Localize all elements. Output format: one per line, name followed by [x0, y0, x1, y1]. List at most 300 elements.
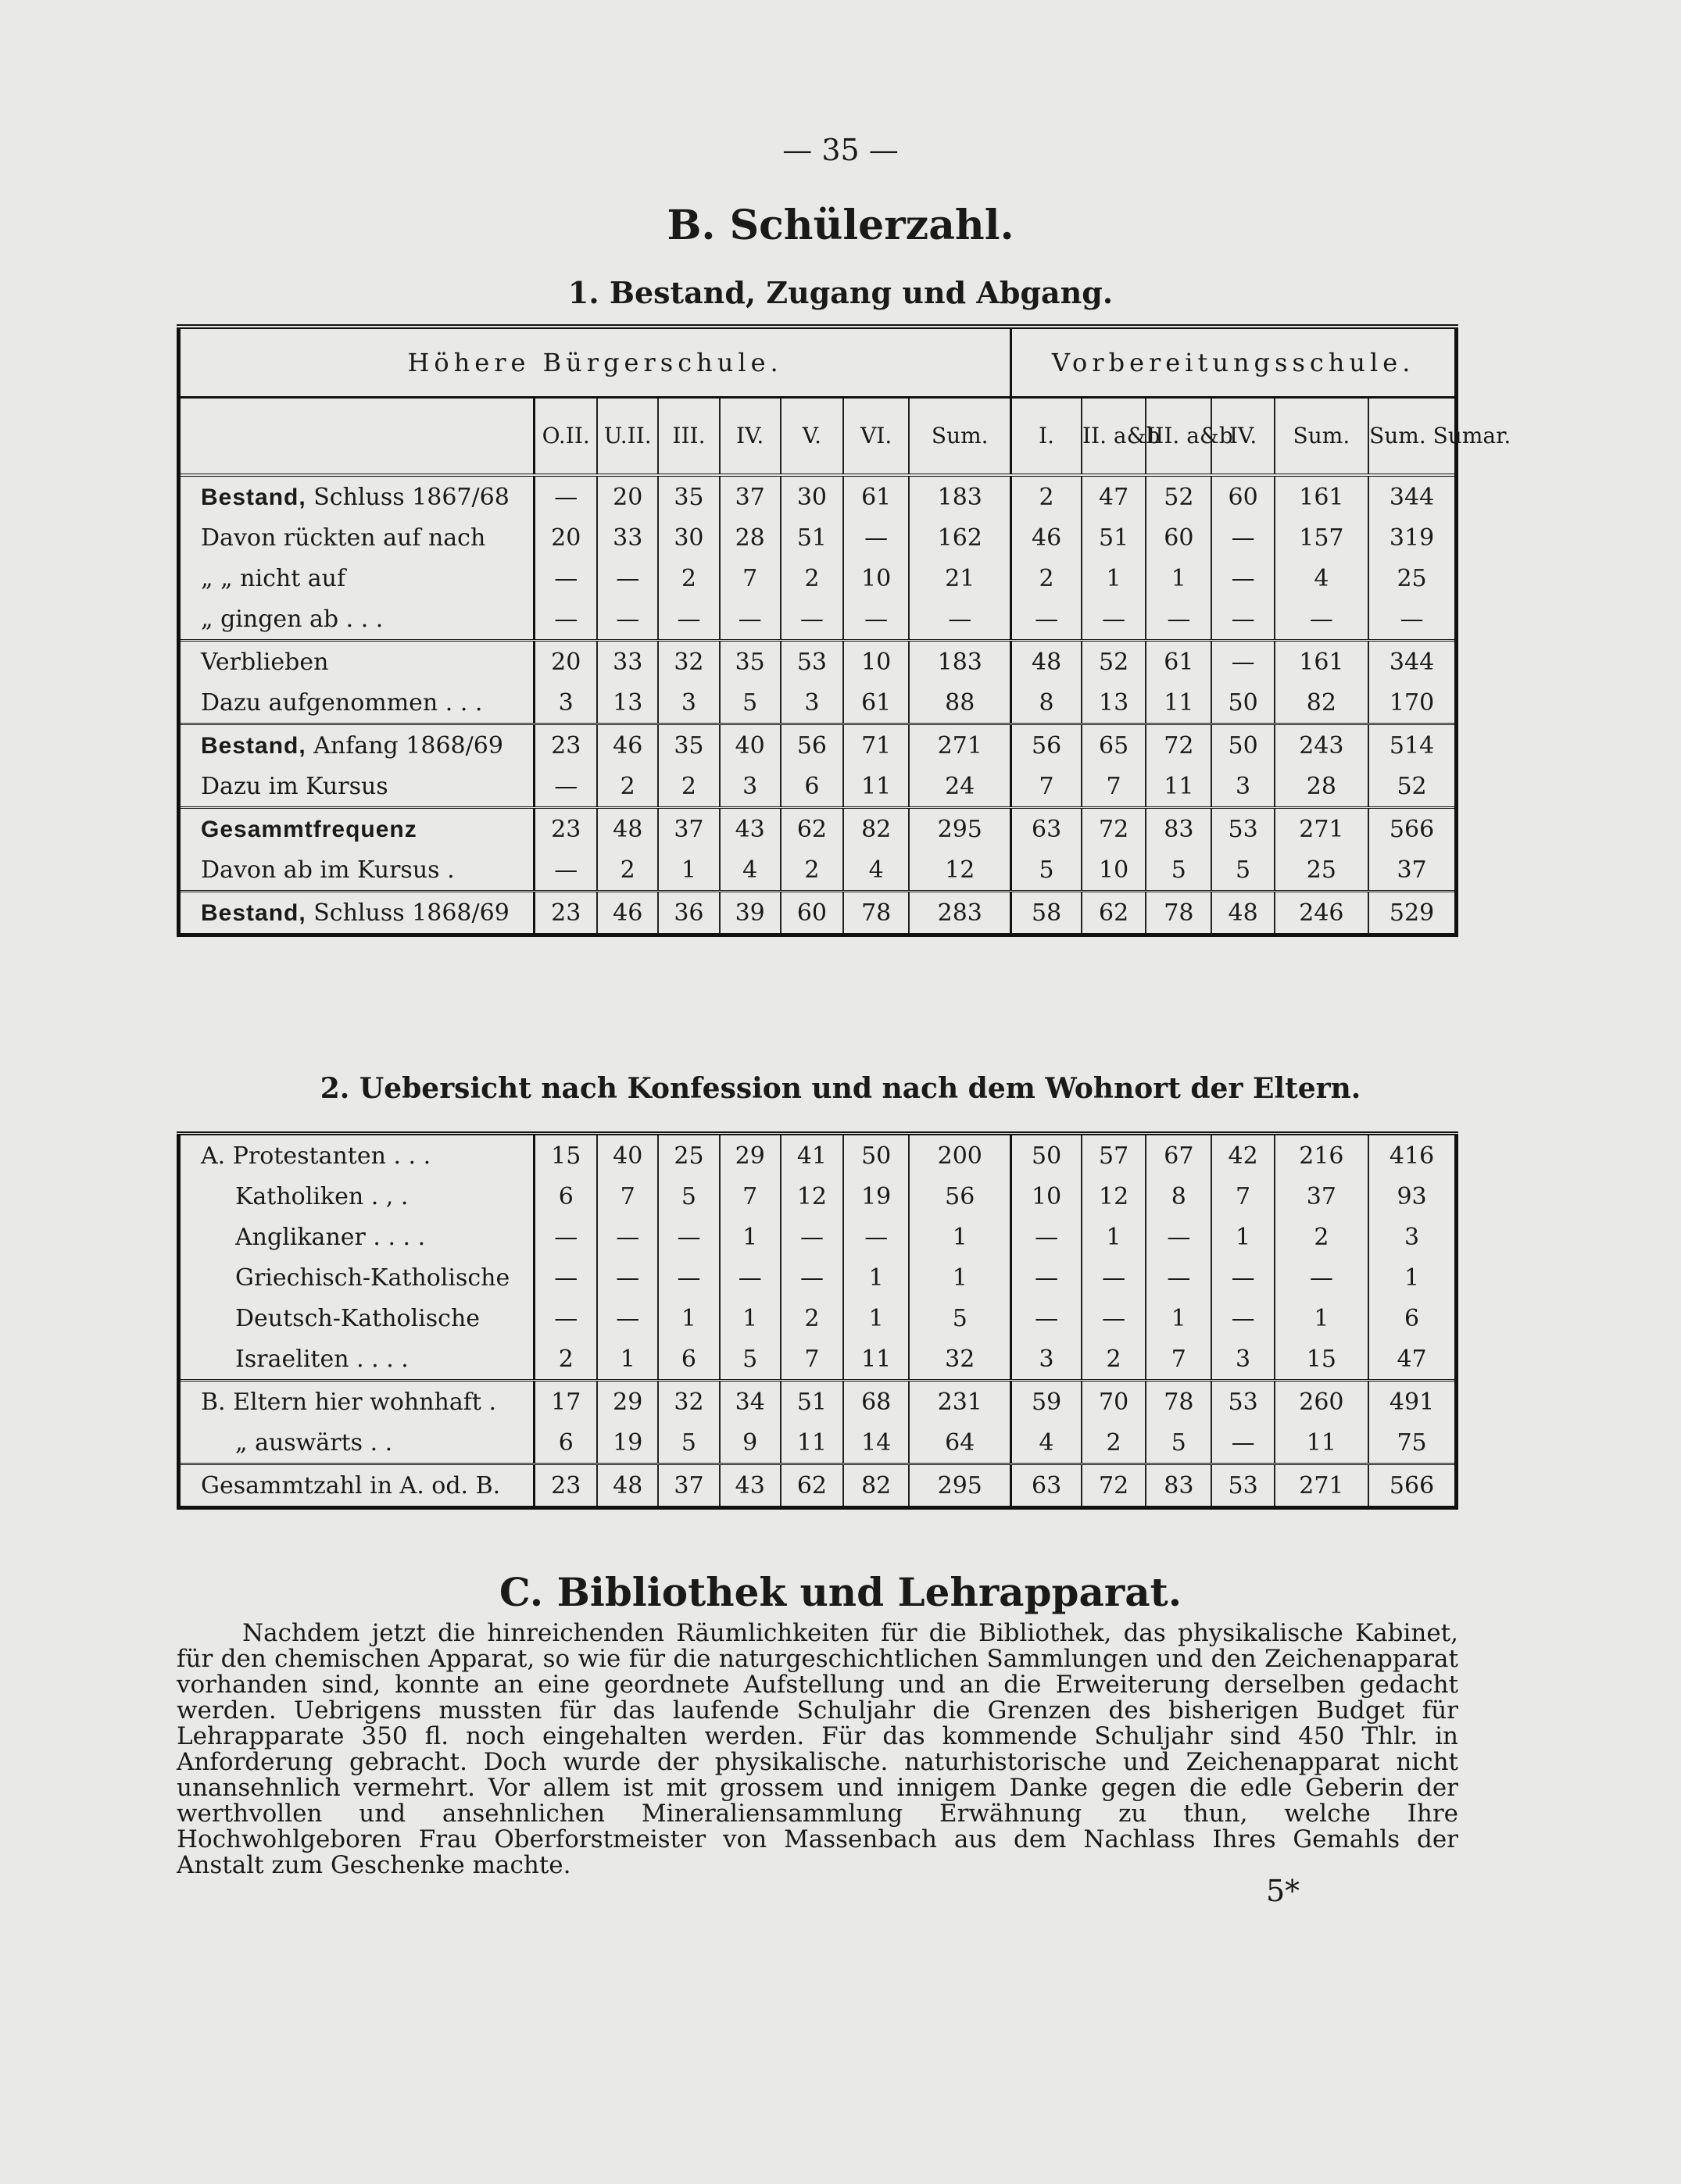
table-cell: 37: [1275, 1176, 1368, 1217]
table-cell: 6: [1368, 1298, 1456, 1339]
table-cell: —: [1368, 599, 1456, 641]
row-label: [179, 641, 535, 683]
table-cell: —: [1146, 1217, 1211, 1257]
table-cell: 61: [843, 682, 909, 724]
table-cell: 6: [535, 1176, 597, 1217]
table-cell: 1: [843, 1298, 909, 1339]
table-cell: 25: [658, 1134, 719, 1177]
table-cell: 48: [1011, 641, 1082, 683]
table-cell: 271: [909, 724, 1010, 767]
table-cell: 43: [720, 1464, 781, 1508]
row-label: [179, 1339, 535, 1381]
table-cell: —: [535, 1257, 597, 1298]
table-cell: 53: [1211, 1381, 1274, 1423]
table-row: [179, 682, 1457, 724]
table-cell: 566: [1368, 808, 1456, 850]
column-header-row: [179, 398, 1457, 476]
table-cell: 47: [1368, 1339, 1456, 1381]
table-cell: 65: [1082, 724, 1146, 767]
table-cell: 30: [781, 475, 843, 517]
subsection-heading-2: 2. Uebersicht nach Konfession und nach dem Wohnort der Eltern.: [320, 1072, 1361, 1105]
table-cell: 2: [658, 766, 719, 808]
row-label-text: B. Eltern hier wohnhaft .: [201, 1388, 496, 1416]
table-cell: —: [1211, 558, 1274, 599]
column-header: Sum. Sumar.: [1368, 398, 1456, 476]
table-cell: 60: [1211, 475, 1274, 517]
table-cell: —: [1211, 1257, 1274, 1298]
table-cell: 35: [658, 475, 719, 517]
table-cell: 5: [909, 1298, 1010, 1339]
table-cell: 42: [1211, 1134, 1274, 1177]
table-cell: 157: [1275, 517, 1368, 558]
table-cell: 6: [658, 1339, 719, 1381]
table-row: [179, 1298, 1457, 1339]
table-cell: 7: [1082, 766, 1146, 808]
row-label-text: Anfang 1868/69: [306, 731, 503, 760]
table-cell: 514: [1368, 724, 1456, 767]
row-label-text: Anglikaner . . . .: [235, 1223, 426, 1251]
table-row: [179, 808, 1457, 850]
table-cell: 2: [1082, 1422, 1146, 1464]
table-cell: 82: [1275, 682, 1368, 724]
section-heading-c: C. Bibliothek und Lehrapparat.: [499, 1569, 1182, 1615]
table-cell: 62: [781, 1464, 843, 1508]
table-cell: 7: [1146, 1339, 1211, 1381]
table-cell: 1: [1275, 1298, 1368, 1339]
table-cell: 5: [1211, 849, 1274, 892]
table-cell: 491: [1368, 1381, 1456, 1423]
column-header: IV.: [720, 398, 781, 476]
row-label: [179, 1422, 535, 1464]
subsection-heading-1: 1. Bestand, Zugang und Abgang.: [567, 275, 1114, 310]
table-cell: 7: [1011, 766, 1082, 808]
table-cell: 20: [535, 517, 597, 558]
table-cell: 36: [658, 892, 719, 935]
table-row: [179, 641, 1457, 683]
table-cell: 260: [1275, 1381, 1368, 1423]
table-cell: —: [1011, 599, 1082, 641]
table-cell: 13: [597, 682, 658, 724]
table-row: [179, 1422, 1457, 1464]
table-cell: 3: [658, 682, 719, 724]
table-cell: 21: [909, 558, 1010, 599]
library-paragraph: Nachdem jetzt die hinreichenden Räumlichkeiten für die Bibliothek, das physikalische Kabinet, für den chemischen Apparat, so wie für die naturgeschichtlichen Sammlungen und den Zeichenapparat vorhanden sind, konnte an eine geordnete Aufstellung und an die Erweiterung derselben gedacht werden. Uebrigens mussten für das laufende Schuljahr die Grenzen des bisherigen Budget für Lehrapparate 350 fl. noch eingehalten werden. Für das kommende Schuljahr sind 450 Thlr. in Anforderung gebracht. Doch wurde der physikalische. naturhistorische und Zeichenapparat nicht unansehnlich vermehrt. Vor allem ist mit grossem und innigem Danke gegen die edle Geberin der werthvollen und ansehnlichen Mineraliensammlung Erwähnung zu thun, welche Ihre Hochwohlgeboren Frau Oberforstmeister von Massenbach aus dem Nachlass Ihres Gemahls der Anstalt zum Geschenke machte.: [177, 1619, 1458, 1879]
table-row: [179, 1134, 1457, 1177]
column-header: IV.: [1211, 398, 1274, 476]
table-cell: 23: [535, 808, 597, 850]
row-label: [179, 892, 535, 935]
enrollment-table: [177, 324, 1511, 937]
table-cell: —: [535, 599, 597, 641]
table-cell: 48: [1211, 892, 1274, 935]
table-cell: 63: [1011, 808, 1082, 850]
table-cell: 11: [843, 1339, 909, 1381]
table-cell: 162: [909, 517, 1010, 558]
table-row: [179, 1339, 1457, 1381]
table-cell: 60: [781, 892, 843, 935]
table-cell: 11: [843, 766, 909, 808]
table-row: [179, 766, 1457, 808]
column-header: O.II.: [535, 398, 597, 476]
table-cell: 28: [720, 517, 781, 558]
table-cell: 70: [1082, 1381, 1146, 1423]
table-cell: 5: [1011, 849, 1082, 892]
row-label: [179, 1176, 535, 1217]
table-cell: 82: [843, 1464, 909, 1508]
row-label: [179, 1134, 535, 1177]
table-cell: 3: [1211, 766, 1274, 808]
table-cell: —: [1275, 599, 1368, 641]
table-cell: 41: [781, 1134, 843, 1177]
table-cell: 3: [1011, 1339, 1082, 1381]
table-cell: 51: [781, 517, 843, 558]
table-cell: 52: [1146, 475, 1211, 517]
table-cell: 12: [909, 849, 1010, 892]
column-header: Sum.: [1275, 398, 1368, 476]
table-cell: 72: [1082, 1464, 1146, 1508]
table-cell: 2: [597, 849, 658, 892]
table-cell: 30: [658, 517, 719, 558]
table-cell: 7: [720, 1176, 781, 1217]
row-label: [179, 1381, 535, 1423]
table-cell: 59: [1011, 1381, 1082, 1423]
table-cell: 271: [1275, 808, 1368, 850]
table-cell: 3: [535, 682, 597, 724]
table-cell: 1: [658, 849, 719, 892]
table-cell: 53: [1211, 1464, 1274, 1508]
table-cell: 62: [781, 808, 843, 850]
section-heading-b: B. Schülerzahl.: [667, 202, 1014, 249]
table-row: [179, 724, 1457, 767]
table-cell: 4: [1011, 1422, 1082, 1464]
table-cell: 37: [658, 808, 719, 850]
table-cell: 161: [1275, 641, 1368, 683]
row-label-bold: Bestand,: [201, 484, 306, 510]
table-cell: 295: [909, 808, 1010, 850]
table-cell: —: [781, 1217, 843, 1257]
table-cell: 246: [1275, 892, 1368, 935]
table-cell: 4: [1275, 558, 1368, 599]
table-cell: 200: [909, 1134, 1010, 1177]
table-cell: 529: [1368, 892, 1456, 935]
row-label-text: Deutsch-Katholische: [235, 1304, 481, 1332]
row-label-bold: Gesammtfrequenz: [201, 816, 417, 842]
table-cell: 78: [1146, 892, 1211, 935]
table-cell: 62: [1082, 892, 1146, 935]
table-cell: 183: [909, 641, 1010, 683]
table-cell: —: [597, 1257, 658, 1298]
table-cell: 183: [909, 475, 1010, 517]
table-cell: 243: [1275, 724, 1368, 767]
table-cell: 14: [843, 1422, 909, 1464]
table-cell: 20: [535, 641, 597, 683]
table-cell: 78: [1146, 1381, 1211, 1423]
column-header: III. a&b: [1146, 398, 1211, 476]
table-cell: 72: [1082, 808, 1146, 850]
row-label: [179, 599, 535, 641]
table-cell: 35: [658, 724, 719, 767]
table-cell: —: [535, 766, 597, 808]
table-cell: 2: [1011, 475, 1082, 517]
column-header: VI.: [843, 398, 909, 476]
table-cell: 11: [1275, 1422, 1368, 1464]
table-cell: 15: [535, 1134, 597, 1177]
row-label-text: Davon ab im Kursus .: [201, 856, 455, 884]
row-label: [179, 808, 535, 850]
column-header-label: [179, 398, 535, 476]
table-cell: —: [1211, 1298, 1274, 1339]
table-cell: 2: [1275, 1217, 1368, 1257]
table-cell: 271: [1275, 1464, 1368, 1508]
table-cell: 78: [843, 892, 909, 935]
table-cell: 50: [1211, 682, 1274, 724]
table-cell: —: [535, 1217, 597, 1257]
table-row: [179, 475, 1457, 517]
row-label: [179, 766, 535, 808]
table-cell: 48: [597, 1464, 658, 1508]
table-cell: 23: [535, 892, 597, 935]
table-cell: —: [720, 1257, 781, 1298]
table-cell: 34: [720, 1381, 781, 1423]
row-label-text: Verblieben: [201, 648, 329, 676]
table-cell: 344: [1368, 475, 1456, 517]
table-cell: 47: [1082, 475, 1146, 517]
table-cell: 2: [781, 558, 843, 599]
row-label: [179, 475, 535, 517]
group-header-hoehere-buergerschule: Höhere Bürgerschule.: [179, 327, 1011, 398]
table-cell: 61: [843, 475, 909, 517]
table-cell: 1: [720, 1217, 781, 1257]
confession-residence-table: [177, 1131, 1458, 1510]
table-cell: —: [658, 1257, 719, 1298]
table-cell: —: [1082, 1298, 1146, 1339]
table-cell: 6: [535, 1422, 597, 1464]
column-header: III.: [658, 398, 719, 476]
row-label-text: „ „ nicht auf: [201, 564, 346, 592]
table-cell: 35: [720, 641, 781, 683]
table-cell: 5: [1146, 1422, 1211, 1464]
table-cell: —: [597, 1298, 658, 1339]
table-cell: 39: [720, 892, 781, 935]
table-cell: 11: [1146, 766, 1211, 808]
table-cell: 5: [1146, 849, 1211, 892]
table-cell: 12: [781, 1176, 843, 1217]
table-cell: 1: [1146, 558, 1211, 599]
table-cell: 32: [658, 641, 719, 683]
table-cell: 7: [1211, 1176, 1274, 1217]
table-cell: —: [597, 599, 658, 641]
table-cell: —: [1211, 599, 1274, 641]
table-cell: 1: [658, 1298, 719, 1339]
table-cell: 5: [720, 1339, 781, 1381]
table-cell: 1: [843, 1257, 909, 1298]
table-cell: 25: [1368, 558, 1456, 599]
row-label-text: Griechisch-Katholische: [235, 1264, 510, 1292]
table-cell: 1: [1082, 1217, 1146, 1257]
table-row: [179, 892, 1457, 935]
table-cell: 319: [1368, 517, 1456, 558]
table-cell: —: [1146, 599, 1211, 641]
table-cell: 1: [1082, 558, 1146, 599]
table-cell: 10: [843, 558, 909, 599]
table-cell: 53: [781, 641, 843, 683]
table-cell: 75: [1368, 1422, 1456, 1464]
table-cell: —: [597, 558, 658, 599]
table-cell: 51: [1082, 517, 1146, 558]
row-label-text: Schluss 1868/69: [306, 899, 510, 927]
row-label: [179, 517, 535, 558]
table-cell: —: [1146, 1257, 1211, 1298]
table-cell: —: [535, 558, 597, 599]
table-cell: 15: [1275, 1339, 1368, 1381]
table-cell: 216: [1275, 1134, 1368, 1177]
row-label-text: Dazu im Kursus: [201, 772, 388, 800]
table-cell: 46: [1011, 517, 1082, 558]
table-cell: 1: [1368, 1257, 1456, 1298]
table-cell: 52: [1368, 766, 1456, 808]
table-cell: 64: [909, 1422, 1010, 1464]
row-label-text: A. Protestanten . . .: [201, 1142, 431, 1170]
table-row: [179, 558, 1457, 599]
table-cell: 2: [781, 1298, 843, 1339]
row-label: [179, 724, 535, 767]
table-cell: 48: [597, 808, 658, 850]
table-cell: 566: [1368, 1464, 1456, 1508]
row-label-bold: Bestand,: [201, 899, 306, 926]
table-cell: —: [781, 1257, 843, 1298]
table-cell: —: [1211, 517, 1274, 558]
table-cell: 58: [1011, 892, 1082, 935]
table-cell: 50: [1211, 724, 1274, 767]
table-cell: 3: [1368, 1217, 1456, 1257]
row-label-text: Israeliten . . . .: [235, 1345, 409, 1373]
table-cell: 231: [909, 1381, 1010, 1423]
table-cell: 33: [597, 641, 658, 683]
table-cell: 52: [1082, 641, 1146, 683]
table-cell: 20: [597, 475, 658, 517]
table-cell: 40: [597, 1134, 658, 1177]
table-cell: 283: [909, 892, 1010, 935]
table-cell: —: [1082, 599, 1146, 641]
table-cell: 25: [1275, 849, 1368, 892]
table-cell: 2: [535, 1339, 597, 1381]
table-cell: 53: [1211, 808, 1274, 850]
table-cell: —: [1011, 1257, 1082, 1298]
table-cell: 19: [843, 1176, 909, 1217]
table-cell: 161: [1275, 475, 1368, 517]
column-header: I.: [1011, 398, 1082, 476]
table-cell: 10: [1082, 849, 1146, 892]
table-cell: —: [720, 599, 781, 641]
table-cell: 51: [781, 1381, 843, 1423]
table-cell: —: [1082, 1257, 1146, 1298]
table-cell: —: [843, 599, 909, 641]
table-cell: 6: [781, 766, 843, 808]
table-cell: 19: [597, 1422, 658, 1464]
table-cell: 12: [1082, 1176, 1146, 1217]
table-cell: 23: [535, 724, 597, 767]
table-cell: 82: [843, 808, 909, 850]
table-cell: 32: [909, 1339, 1010, 1381]
table-cell: 1: [597, 1339, 658, 1381]
table-cell: 43: [720, 808, 781, 850]
table-row: [179, 517, 1457, 558]
row-label-text: „ auswärts . .: [235, 1428, 393, 1457]
table-row: [179, 1257, 1457, 1298]
column-header: Sum.: [909, 398, 1010, 476]
table-cell: 57: [1082, 1134, 1146, 1177]
group-header-vorbereitungsschule: Vorbereitungsschule.: [1011, 327, 1457, 398]
table-cell: —: [1011, 1298, 1082, 1339]
row-label-text: Gesammtzahl in A. od. B.: [201, 1471, 501, 1499]
table-cell: 29: [720, 1134, 781, 1177]
table-cell: —: [535, 475, 597, 517]
table-cell: 11: [781, 1422, 843, 1464]
table-cell: 170: [1368, 682, 1456, 724]
row-label: [179, 849, 535, 892]
row-label-text: „ gingen ab . . .: [201, 605, 384, 633]
row-label-text: Dazu aufgenommen . . .: [201, 688, 483, 717]
table-cell: 11: [1146, 682, 1211, 724]
signature-mark: 5*: [1266, 1874, 1300, 1908]
table-cell: 1: [1211, 1217, 1274, 1257]
row-label-text: Davon rückten auf nach: [201, 524, 486, 552]
column-header: V.: [781, 398, 843, 476]
table-cell: —: [1211, 641, 1274, 683]
table-cell: 17: [535, 1381, 597, 1423]
table-cell: 37: [1368, 849, 1456, 892]
table-cell: —: [1275, 1257, 1368, 1298]
table-cell: 416: [1368, 1134, 1456, 1177]
row-label-text: Schluss 1867/68: [306, 483, 510, 511]
table-cell: 9: [720, 1422, 781, 1464]
table-cell: 63: [1011, 1464, 1082, 1508]
row-label: [179, 1464, 535, 1508]
table-cell: 23: [535, 1464, 597, 1508]
table-cell: 8: [1011, 682, 1082, 724]
table-cell: 46: [597, 892, 658, 935]
table-cell: 56: [1011, 724, 1082, 767]
table-cell: 1: [1146, 1298, 1211, 1339]
table-cell: 83: [1146, 808, 1211, 850]
table-cell: 5: [658, 1176, 719, 1217]
table-cell: 1: [909, 1257, 1010, 1298]
row-label: [179, 1217, 535, 1257]
table-cell: 295: [909, 1464, 1010, 1508]
row-label-bold: Bestand,: [201, 732, 306, 759]
table-cell: 7: [720, 558, 781, 599]
table-cell: —: [597, 1217, 658, 1257]
table-row: [179, 849, 1457, 892]
table-cell: 83: [1146, 1464, 1211, 1508]
table-cell: 7: [597, 1176, 658, 1217]
table-cell: 56: [909, 1176, 1010, 1217]
table-cell: 13: [1082, 682, 1146, 724]
column-header: II. a&b: [1082, 398, 1146, 476]
table-cell: 88: [909, 682, 1010, 724]
table-cell: 37: [720, 475, 781, 517]
column-header: U.II.: [597, 398, 658, 476]
table-cell: 2: [1011, 558, 1082, 599]
table-cell: 2: [1082, 1339, 1146, 1381]
table-cell: 5: [720, 682, 781, 724]
table-cell: 3: [720, 766, 781, 808]
table-cell: —: [658, 1217, 719, 1257]
table-cell: 37: [658, 1464, 719, 1508]
table-cell: 4: [843, 849, 909, 892]
table-cell: 4: [720, 849, 781, 892]
table-cell: —: [781, 599, 843, 641]
